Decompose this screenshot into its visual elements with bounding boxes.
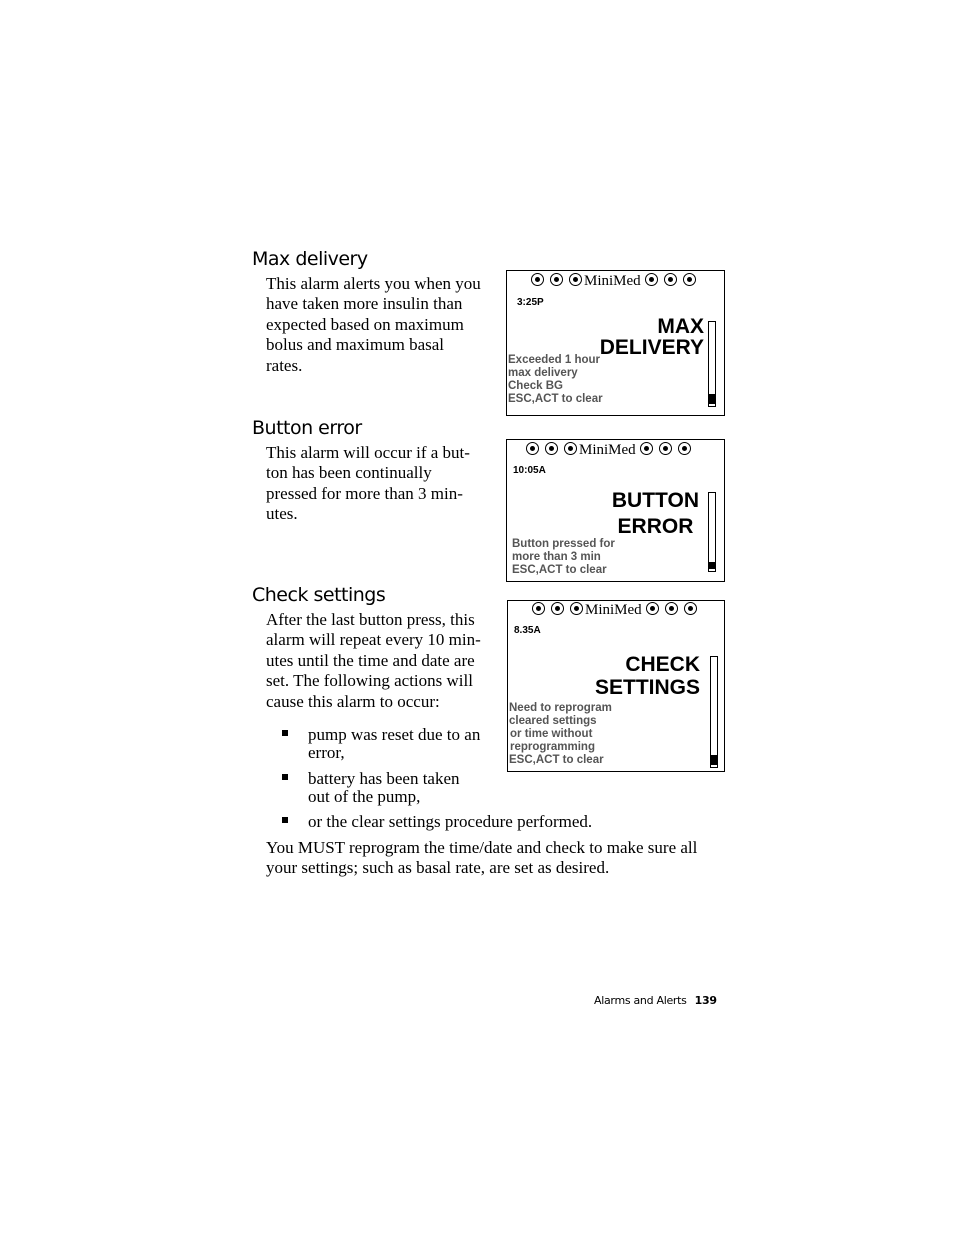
pump-button-icon xyxy=(659,442,672,455)
screen-scrollbar xyxy=(710,656,718,768)
pump-button-icon xyxy=(526,442,539,455)
section-heading-max-delivery: Max delivery xyxy=(252,248,368,270)
screen-scrollbar xyxy=(708,492,716,572)
screen-button-row xyxy=(526,442,697,459)
brand-label: MiniMed xyxy=(584,273,641,289)
pump-button-icon xyxy=(678,442,691,455)
alarm-message: Need to reprogram cleared settings or time without reprogramming ESC,ACT to clear xyxy=(509,702,612,766)
pump-button-icon xyxy=(665,602,678,615)
screen-scrollbar xyxy=(708,321,716,407)
pump-button-icon xyxy=(532,602,545,615)
pump-button-icon xyxy=(551,602,564,615)
max-delivery-description: This alarm alerts you when you have taken more insulin than expected based on maximum bolus and maximum basal rates. xyxy=(266,274,481,375)
pump-button-icon xyxy=(531,273,544,286)
brand-label: MiniMed xyxy=(579,442,636,458)
pump-button-icon xyxy=(646,602,659,615)
alarm-message: Button pressed for more than 3 min ESC,ACT to clear xyxy=(512,538,615,576)
alarm-title: BUTTON ERROR xyxy=(611,489,699,538)
pump-button-icon xyxy=(664,273,677,286)
bullet-square-icon xyxy=(282,817,288,823)
pump-button-icon xyxy=(569,273,582,286)
bullet-square-icon xyxy=(282,774,288,780)
check-settings-description: After the last button press, this alarm will repeat every 10 min- utes until the time and date are set. The following actions will cause this alarm to occur: xyxy=(266,610,481,711)
screen-time: 8.35A xyxy=(514,625,541,636)
footer-section-title: Alarms and Alerts xyxy=(594,994,687,1007)
screen-time: 10:05A xyxy=(513,465,546,476)
pump-button-icon xyxy=(640,442,653,455)
screen-time: 3:25P xyxy=(517,297,544,308)
section-heading-check-settings: Check settings xyxy=(252,584,386,606)
closing-paragraph: You MUST reprogram the time/date and check to make sure all your settings; such as basal rate, are set as desired. xyxy=(266,838,698,878)
pump-button-icon xyxy=(564,442,577,455)
alarm-title: MAX DELIVERY xyxy=(599,315,704,359)
pump-button-icon xyxy=(545,442,558,455)
section-heading-button-error: Button error xyxy=(252,417,362,439)
pump-button-icon xyxy=(570,602,583,615)
page-number: 139 xyxy=(694,994,717,1007)
screen-button-row xyxy=(532,602,703,619)
screen-button-row xyxy=(531,273,702,290)
pump-button-icon xyxy=(550,273,563,286)
alarm-title: CHECK SETTINGS xyxy=(594,653,700,699)
button-error-screen xyxy=(506,439,725,582)
page-footer xyxy=(594,994,717,1007)
check-settings-screen xyxy=(507,600,725,772)
pump-button-icon xyxy=(645,273,658,286)
brand-label: MiniMed xyxy=(585,602,642,618)
pump-button-icon xyxy=(683,273,696,286)
pump-button-icon xyxy=(684,602,697,615)
alarm-message: Exceeded 1 hour max delivery Check BG ESC,ACT to clear xyxy=(508,354,603,405)
max-delivery-screen xyxy=(506,270,725,416)
bullet-square-icon xyxy=(282,730,288,736)
button-error-description: This alarm will occur if a but- ton has been continually pressed for more than 3 min- utes. xyxy=(266,443,470,524)
